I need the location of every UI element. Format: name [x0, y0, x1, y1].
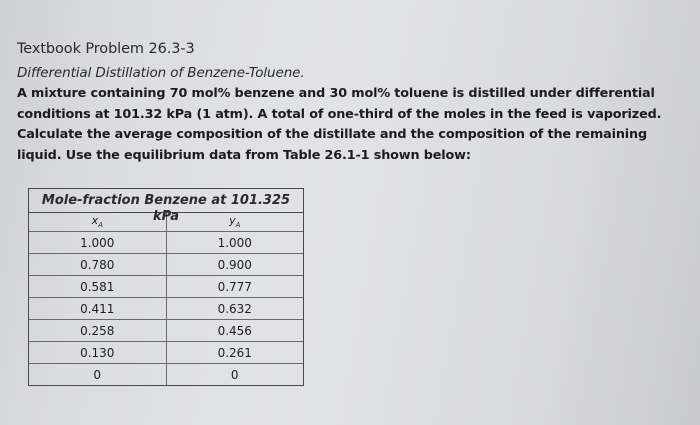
table-cell-xa: 0.258 [29, 320, 166, 342]
table-row [29, 320, 303, 342]
table-cell-ya: 0.456 [166, 320, 303, 342]
table-cell-xa: 0.581 [29, 276, 166, 298]
table-cell-ya: 1.000 [166, 232, 303, 254]
table-row [29, 364, 303, 386]
table-cell-ya: 0.632 [166, 298, 303, 320]
table-caption: Mole-fraction Benzene at 101.325 kPa [29, 189, 303, 213]
table-cell-xa: 0.130 [29, 342, 166, 364]
column-header-ya: $y_A$ [166, 213, 303, 232]
equilibrium-table [29, 213, 303, 385]
table-cell-ya: 0.900 [166, 254, 303, 276]
document-body [17, 41, 692, 166]
problem-subtitle: Differential Distillation of Benzene-Toluene. [17, 65, 305, 81]
table-cell-xa: 1.000 [29, 232, 166, 254]
table-cell-ya: 0.777 [166, 276, 303, 298]
problem-title: Textbook Problem 26.3-3 [17, 41, 195, 57]
table-cell-ya: 0 [166, 364, 303, 386]
column-header-xa: $x_A$ [29, 213, 166, 232]
table-row [29, 342, 303, 364]
table-cell-xa: 0 [29, 364, 166, 386]
equilibrium-data-table [28, 188, 304, 386]
table-row [29, 276, 303, 298]
table-cell-ya: 0.261 [166, 342, 303, 364]
table-row [29, 298, 303, 320]
problem-statement: A mixture containing 70 mol% benzene and 30 mol% toluene is distilled under differential conditions at 101.32 kPa (1 atm). A total of one-third of the moles in the feed is vaporized. Calculate the average composition of the distillate and the composition of the remaining liquid. Use the equilibrium data from Table 26.1-1 shown below: [17, 86, 662, 163]
table-row [29, 254, 303, 276]
table-row [29, 232, 303, 254]
table-cell-xa: 0.780 [29, 254, 166, 276]
table-cell-xa: 0.411 [29, 298, 166, 320]
